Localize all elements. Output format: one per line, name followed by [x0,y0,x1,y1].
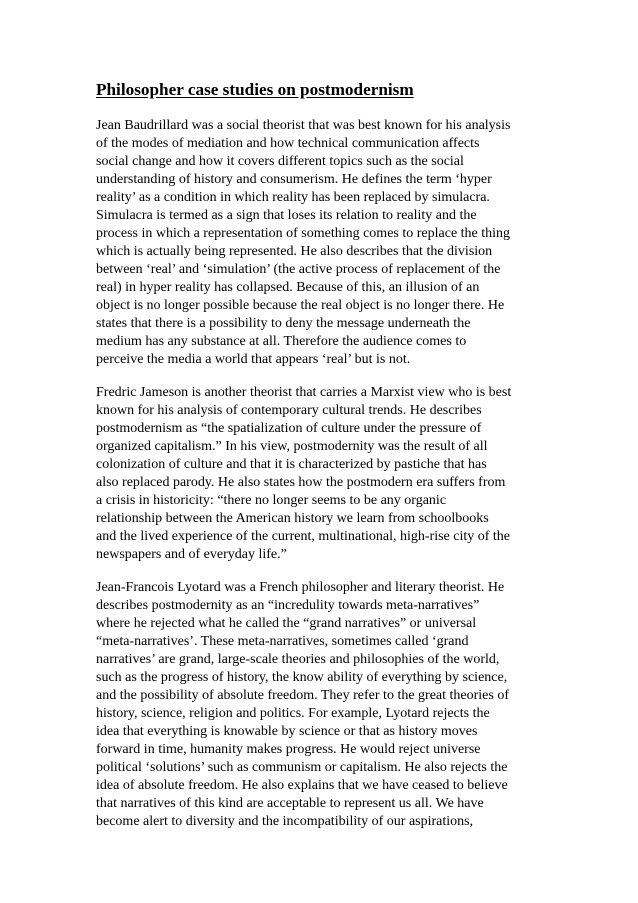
text-line: Jean-Francois Lyotard was a French philosopher and literary theorist. He [96,580,505,595]
paragraph-3 [96,579,548,831]
text-line: medium has any substance at all. Therefore the audience comes to [96,334,467,349]
text-line: real) in hyper reality has collapsed. Because of this, an illusion of an [96,280,480,295]
text-line: which is actually being represented. He also describes that the division [96,244,493,259]
text-line: newspapers and of everyday life.” [96,547,287,562]
text-line: postmodernism as “the spatialization of culture under the pressure of [96,421,482,436]
text-line: history, science, religion and politics. For example, Lyotard rejects the [96,706,490,721]
text-line: idea of absolute freedom. He also explains that we have ceased to believe [96,778,508,793]
text-line: states that there is a possibility to deny the message underneath the [96,316,471,331]
paragraph-1 [96,117,548,369]
text-line: colonization of culture and that it is characterized by pastiche that has [96,457,487,472]
text-line: narratives’ are grand, large-scale theories and philosophies of the world, [96,652,500,667]
text-line: Simulacra is termed as a sign that loses its relation to reality and the [96,208,477,223]
text-line: that narratives of this kind are acceptable to represent us all. We have [96,796,484,811]
text-line: “meta-narratives’. These meta-narratives, sometimes called ‘grand [96,634,469,649]
text-line: perceive the media a world that appears ‘real’ but is not. [96,352,411,367]
text-line: and the possibility of absolute freedom. They refer to the great theories of [96,688,509,703]
text-line: such as the progress of history, the know ability of everything by science, [96,670,508,685]
text-line: where he rejected what he called the “grand narratives” or universal [96,616,477,631]
text-line: forward in time, humanity makes progress. He would reject universe [96,742,481,757]
text-line: known for his analysis of contemporary cultural trends. He describes [96,403,482,418]
text-line: of the modes of mediation and how technical communication affects [96,136,480,151]
text-line: also replaced parody. He also states how the postmodern era suffers from [96,475,506,490]
document-title: Philosopher case studies on postmodernism [96,80,414,99]
document-page [96,80,548,846]
text-line: between ‘real’ and ‘simulation’ (the active process of replacement of the [96,262,501,277]
text-line: process in which a representation of something comes to replace the thing [96,226,511,241]
text-line: object is no longer possible because the real object is no longer there. He [96,298,505,313]
text-line: social change and how it covers different topics such as the social [96,154,464,169]
text-line: become alert to diversity and the incompatibility of our aspirations, [96,814,474,829]
text-line: Fredric Jameson is another theorist that carries a Marxist view who is best [96,385,512,400]
text-line: reality’ as a condition in which reality has been replaced by simulacra. [96,190,490,205]
text-line: Jean Baudrillard was a social theorist that was best known for his analysis [96,118,511,133]
paragraph-2 [96,384,548,564]
text-line: organized capitalism.” In his view, postmodernity was the result of all [96,439,488,454]
text-line: political ‘solutions’ such as communism or capitalism. He also rejects the [96,760,508,775]
text-line: understanding of history and consumerism. He defines the term ‘hyper [96,172,492,187]
document-body [96,117,548,831]
text-line: idea that everything is knowable by science or that as history moves [96,724,478,739]
text-line: describes postmodernity as an “incredulity towards meta-narratives” [96,598,480,613]
text-line: relationship between the American history we learn from schoolbooks [96,511,489,526]
text-line: and the lived experience of the current, multinational, high-rise city of the [96,529,511,544]
text-line: a crisis in historicity: “there no longer seems to be any organic [96,493,447,508]
